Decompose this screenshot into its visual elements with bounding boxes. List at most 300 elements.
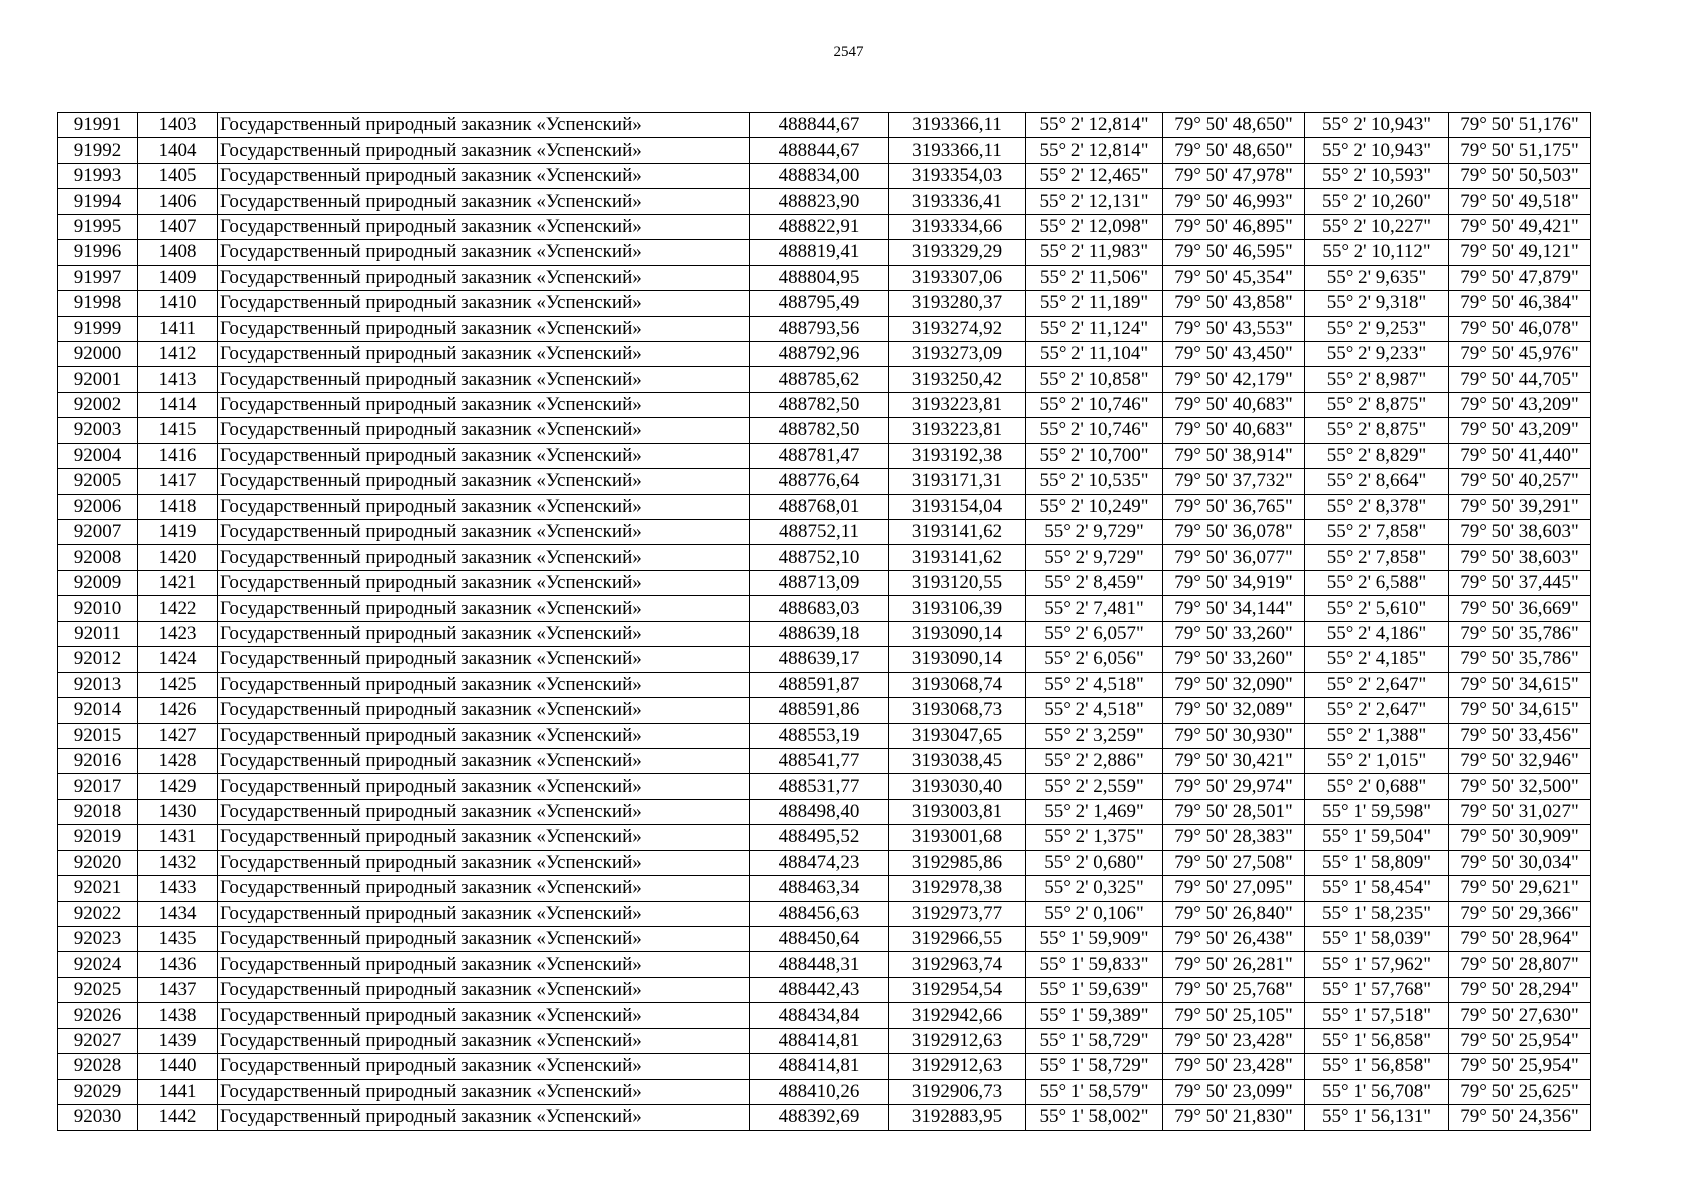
cell-point-number: 1414	[138, 392, 218, 417]
cell-record-id: 91993	[58, 163, 138, 188]
cell-zone-name: Государственный природный заказник «Успенский»	[218, 1079, 750, 1104]
cell-point-number: 1440	[138, 1054, 218, 1079]
cell-coord-x: 488792,96	[750, 341, 889, 366]
cell-record-id: 92011	[58, 621, 138, 646]
cell-latitude-2: 55° 1' 56,858"	[1305, 1054, 1449, 1079]
table-row	[58, 1028, 1591, 1053]
cell-point-number: 1428	[138, 748, 218, 773]
cell-coord-x: 488782,50	[750, 392, 889, 417]
cell-longitude-2: 79° 50' 35,786"	[1449, 647, 1591, 672]
table-row	[58, 748, 1591, 773]
cell-latitude-1: 55° 2' 6,056"	[1026, 647, 1163, 672]
cell-longitude-2: 79° 50' 32,500"	[1449, 774, 1591, 799]
cell-longitude-2: 79° 50' 38,603"	[1449, 545, 1591, 570]
cell-latitude-1: 55° 2' 0,106"	[1026, 901, 1163, 926]
cell-record-id: 92014	[58, 698, 138, 723]
cell-coord-y: 3193106,39	[889, 596, 1026, 621]
cell-record-id: 92004	[58, 443, 138, 468]
cell-coord-x: 488474,23	[750, 850, 889, 875]
table-row	[58, 799, 1591, 824]
cell-coord-x: 488591,86	[750, 698, 889, 723]
table-row	[58, 418, 1591, 443]
cell-longitude-2: 79° 50' 45,976"	[1449, 341, 1591, 366]
cell-zone-name: Государственный природный заказник «Успенский»	[218, 367, 750, 392]
cell-latitude-2: 55° 2' 10,943"	[1305, 138, 1449, 163]
cell-zone-name: Государственный природный заказник «Успенский»	[218, 647, 750, 672]
cell-zone-name: Государственный природный заказник «Успенский»	[218, 494, 750, 519]
cell-longitude-1: 79° 50' 30,930"	[1163, 723, 1305, 748]
cell-record-id: 92010	[58, 596, 138, 621]
cell-point-number: 1403	[138, 113, 218, 138]
cell-zone-name: Государственный природный заказник «Успенский»	[218, 545, 750, 570]
cell-latitude-2: 55° 2' 4,186"	[1305, 621, 1449, 646]
cell-latitude-1: 55° 2' 11,189"	[1026, 291, 1163, 316]
cell-longitude-1: 79° 50' 27,095"	[1163, 876, 1305, 901]
cell-latitude-1: 55° 1' 58,729"	[1026, 1028, 1163, 1053]
cell-latitude-2: 55° 2' 8,875"	[1305, 392, 1449, 417]
cell-coord-x: 488410,26	[750, 1079, 889, 1104]
cell-record-id: 91997	[58, 265, 138, 290]
cell-longitude-1: 79° 50' 36,765"	[1163, 494, 1305, 519]
cell-longitude-2: 79° 50' 51,176"	[1449, 113, 1591, 138]
cell-longitude-1: 79° 50' 38,914"	[1163, 443, 1305, 468]
cell-coord-x: 488414,81	[750, 1028, 889, 1053]
cell-coord-y: 3193047,65	[889, 723, 1026, 748]
cell-longitude-2: 79° 50' 25,954"	[1449, 1054, 1591, 1079]
cell-coord-x: 488434,84	[750, 1003, 889, 1028]
cell-longitude-1: 79° 50' 28,501"	[1163, 799, 1305, 824]
cell-zone-name: Государственный природный заказник «Успенский»	[218, 977, 750, 1002]
table-row	[58, 927, 1591, 952]
cell-longitude-2: 79° 50' 39,291"	[1449, 494, 1591, 519]
cell-point-number: 1438	[138, 1003, 218, 1028]
table-row	[58, 316, 1591, 341]
cell-point-number: 1410	[138, 291, 218, 316]
cell-record-id: 92026	[58, 1003, 138, 1028]
cell-coord-y: 3193154,04	[889, 494, 1026, 519]
table-row	[58, 189, 1591, 214]
cell-coord-y: 3192954,54	[889, 977, 1026, 1002]
cell-zone-name: Государственный природный заказник «Успенский»	[218, 392, 750, 417]
cell-coord-y: 3192883,95	[889, 1105, 1026, 1130]
cell-coord-y: 3193250,42	[889, 367, 1026, 392]
cell-latitude-2: 55° 1' 58,454"	[1305, 876, 1449, 901]
table-row	[58, 1054, 1591, 1079]
cell-record-id: 92006	[58, 494, 138, 519]
cell-coord-x: 488844,67	[750, 113, 889, 138]
cell-longitude-2: 79° 50' 50,503"	[1449, 163, 1591, 188]
cell-latitude-2: 55° 2' 9,635"	[1305, 265, 1449, 290]
cell-coord-x: 488793,56	[750, 316, 889, 341]
cell-record-id: 92001	[58, 367, 138, 392]
cell-record-id: 92003	[58, 418, 138, 443]
cell-latitude-2: 55° 1' 58,809"	[1305, 850, 1449, 875]
cell-latitude-1: 55° 1' 59,909"	[1026, 927, 1163, 952]
cell-longitude-1: 79° 50' 27,508"	[1163, 850, 1305, 875]
cell-coord-y: 3193141,62	[889, 545, 1026, 570]
cell-coord-x: 488781,47	[750, 443, 889, 468]
cell-latitude-2: 55° 2' 10,260"	[1305, 189, 1449, 214]
cell-longitude-1: 79° 50' 46,895"	[1163, 214, 1305, 239]
cell-longitude-1: 79° 50' 33,260"	[1163, 647, 1305, 672]
cell-latitude-2: 55° 2' 10,227"	[1305, 214, 1449, 239]
cell-longitude-2: 79° 50' 35,786"	[1449, 621, 1591, 646]
cell-longitude-1: 79° 50' 25,768"	[1163, 977, 1305, 1002]
cell-latitude-2: 55° 2' 2,647"	[1305, 672, 1449, 697]
cell-zone-name: Государственный природный заказник «Успенский»	[218, 799, 750, 824]
cell-longitude-2: 79° 50' 44,705"	[1449, 367, 1591, 392]
cell-point-number: 1407	[138, 214, 218, 239]
cell-coord-x: 488804,95	[750, 265, 889, 290]
cell-coord-x: 488541,77	[750, 748, 889, 773]
cell-coord-y: 3193090,14	[889, 621, 1026, 646]
cell-longitude-2: 79° 50' 34,615"	[1449, 698, 1591, 723]
cell-coord-y: 3193334,66	[889, 214, 1026, 239]
cell-latitude-2: 55° 1' 57,518"	[1305, 1003, 1449, 1028]
cell-zone-name: Государственный природный заказник «Успенский»	[218, 443, 750, 468]
cell-point-number: 1432	[138, 850, 218, 875]
cell-point-number: 1436	[138, 952, 218, 977]
cell-latitude-1: 55° 1' 58,579"	[1026, 1079, 1163, 1104]
cell-longitude-2: 79° 50' 49,421"	[1449, 214, 1591, 239]
cell-record-id: 92020	[58, 850, 138, 875]
cell-latitude-2: 55° 1' 56,708"	[1305, 1079, 1449, 1104]
cell-record-id: 92002	[58, 392, 138, 417]
cell-coord-x: 488819,41	[750, 240, 889, 265]
cell-record-id: 91998	[58, 291, 138, 316]
cell-latitude-1: 55° 2' 10,746"	[1026, 418, 1163, 443]
cell-latitude-1: 55° 2' 9,729"	[1026, 545, 1163, 570]
cell-coord-x: 488844,67	[750, 138, 889, 163]
cell-latitude-1: 55° 2' 11,506"	[1026, 265, 1163, 290]
cell-longitude-2: 79° 50' 29,366"	[1449, 901, 1591, 926]
cell-zone-name: Государственный природный заказник «Успенский»	[218, 163, 750, 188]
cell-latitude-1: 55° 2' 12,814"	[1026, 138, 1163, 163]
cell-record-id: 91996	[58, 240, 138, 265]
cell-record-id: 92028	[58, 1054, 138, 1079]
cell-latitude-2: 55° 1' 57,962"	[1305, 952, 1449, 977]
cell-longitude-2: 79° 50' 34,615"	[1449, 672, 1591, 697]
cell-point-number: 1422	[138, 596, 218, 621]
cell-point-number: 1442	[138, 1105, 218, 1130]
cell-latitude-2: 55° 2' 10,112"	[1305, 240, 1449, 265]
cell-coord-y: 3192942,66	[889, 1003, 1026, 1028]
cell-longitude-1: 79° 50' 40,683"	[1163, 418, 1305, 443]
table-row	[58, 723, 1591, 748]
cell-coord-y: 3193280,37	[889, 291, 1026, 316]
cell-zone-name: Государственный природный заказник «Успенский»	[218, 138, 750, 163]
table-row	[58, 341, 1591, 366]
cell-zone-name: Государственный природный заказник «Успенский»	[218, 850, 750, 875]
table-row	[58, 1105, 1591, 1130]
cell-latitude-2: 55° 2' 9,233"	[1305, 341, 1449, 366]
cell-latitude-2: 55° 1' 59,504"	[1305, 825, 1449, 850]
cell-coord-x: 488531,77	[750, 774, 889, 799]
cell-longitude-1: 79° 50' 23,428"	[1163, 1028, 1305, 1053]
cell-latitude-1: 55° 2' 3,259"	[1026, 723, 1163, 748]
cell-coord-y: 3193336,41	[889, 189, 1026, 214]
cell-point-number: 1415	[138, 418, 218, 443]
cell-record-id: 91995	[58, 214, 138, 239]
cell-latitude-1: 55° 2' 10,535"	[1026, 469, 1163, 494]
table-row	[58, 774, 1591, 799]
cell-longitude-2: 79° 50' 28,964"	[1449, 927, 1591, 952]
cell-latitude-2: 55° 2' 0,688"	[1305, 774, 1449, 799]
cell-coord-x: 488752,10	[750, 545, 889, 570]
cell-longitude-2: 79° 50' 41,440"	[1449, 443, 1591, 468]
cell-latitude-1: 55° 1' 59,389"	[1026, 1003, 1163, 1028]
cell-zone-name: Государственный природный заказник «Успенский»	[218, 825, 750, 850]
cell-zone-name: Государственный природный заказник «Успенский»	[218, 901, 750, 926]
cell-coord-x: 488822,91	[750, 214, 889, 239]
page-number: 2547	[833, 44, 864, 60]
table-row	[58, 291, 1591, 316]
table-row	[58, 901, 1591, 926]
cell-coord-y: 3192963,74	[889, 952, 1026, 977]
cell-latitude-2: 55° 2' 9,318"	[1305, 291, 1449, 316]
cell-latitude-1: 55° 1' 58,002"	[1026, 1105, 1163, 1130]
cell-point-number: 1405	[138, 163, 218, 188]
cell-coord-x: 488498,40	[750, 799, 889, 824]
cell-latitude-2: 55° 2' 8,664"	[1305, 469, 1449, 494]
cell-latitude-2: 55° 2' 2,647"	[1305, 698, 1449, 723]
cell-record-id: 92015	[58, 723, 138, 748]
cell-record-id: 92030	[58, 1105, 138, 1130]
cell-longitude-2: 79° 50' 28,807"	[1449, 952, 1591, 977]
cell-longitude-2: 79° 50' 49,518"	[1449, 189, 1591, 214]
cell-longitude-2: 79° 50' 40,257"	[1449, 469, 1591, 494]
cell-longitude-1: 79° 50' 25,105"	[1163, 1003, 1305, 1028]
cell-latitude-2: 55° 2' 10,943"	[1305, 113, 1449, 138]
cell-record-id: 91991	[58, 113, 138, 138]
cell-coord-x: 488463,34	[750, 876, 889, 901]
cell-coord-x: 488782,50	[750, 418, 889, 443]
cell-latitude-1: 55° 1' 59,833"	[1026, 952, 1163, 977]
cell-coord-x: 488392,69	[750, 1105, 889, 1130]
cell-record-id: 91994	[58, 189, 138, 214]
cell-coord-y: 3193223,81	[889, 392, 1026, 417]
cell-coord-x: 488553,19	[750, 723, 889, 748]
cell-record-id: 92005	[58, 469, 138, 494]
cell-zone-name: Государственный природный заказник «Успенский»	[218, 469, 750, 494]
cell-coord-x: 488456,63	[750, 901, 889, 926]
cell-latitude-1: 55° 2' 6,057"	[1026, 621, 1163, 646]
cell-coord-y: 3193273,09	[889, 341, 1026, 366]
cell-latitude-1: 55° 2' 11,104"	[1026, 341, 1163, 366]
cell-longitude-1: 79° 50' 30,421"	[1163, 748, 1305, 773]
cell-point-number: 1429	[138, 774, 218, 799]
cell-coord-y: 3193171,31	[889, 469, 1026, 494]
cell-coord-y: 3192973,77	[889, 901, 1026, 926]
cell-longitude-2: 79° 50' 47,879"	[1449, 265, 1591, 290]
cell-longitude-1: 79° 50' 46,993"	[1163, 189, 1305, 214]
cell-point-number: 1441	[138, 1079, 218, 1104]
table-row	[58, 570, 1591, 595]
cell-longitude-1: 79° 50' 32,090"	[1163, 672, 1305, 697]
cell-coord-y: 3193366,11	[889, 113, 1026, 138]
cell-longitude-1: 79° 50' 45,354"	[1163, 265, 1305, 290]
cell-longitude-1: 79° 50' 23,099"	[1163, 1079, 1305, 1104]
table-row	[58, 672, 1591, 697]
cell-latitude-1: 55° 2' 8,459"	[1026, 570, 1163, 595]
cell-zone-name: Государственный природный заказник «Успенский»	[218, 316, 750, 341]
cell-latitude-1: 55° 2' 1,375"	[1026, 825, 1163, 850]
cell-coord-y: 3192966,55	[889, 927, 1026, 952]
cell-zone-name: Государственный природный заказник «Успенский»	[218, 1105, 750, 1130]
cell-point-number: 1411	[138, 316, 218, 341]
cell-record-id: 92029	[58, 1079, 138, 1104]
cell-coord-y: 3193090,14	[889, 647, 1026, 672]
cell-point-number: 1416	[138, 443, 218, 468]
cell-coord-x: 488683,03	[750, 596, 889, 621]
cell-record-id: 92013	[58, 672, 138, 697]
cell-record-id: 92017	[58, 774, 138, 799]
table-row	[58, 469, 1591, 494]
cell-point-number: 1408	[138, 240, 218, 265]
cell-longitude-1: 79° 50' 48,650"	[1163, 113, 1305, 138]
cell-coord-x: 488823,90	[750, 189, 889, 214]
table-row	[58, 163, 1591, 188]
cell-latitude-1: 55° 2' 2,559"	[1026, 774, 1163, 799]
cell-longitude-2: 79° 50' 49,121"	[1449, 240, 1591, 265]
cell-coord-y: 3192912,63	[889, 1054, 1026, 1079]
cell-latitude-1: 55° 2' 10,746"	[1026, 392, 1163, 417]
cell-latitude-1: 55° 2' 12,814"	[1026, 113, 1163, 138]
table-row	[58, 647, 1591, 672]
cell-record-id: 92008	[58, 545, 138, 570]
cell-zone-name: Государственный природный заказник «Успенский»	[218, 952, 750, 977]
cell-coord-y: 3193038,45	[889, 748, 1026, 773]
cell-record-id: 92027	[58, 1028, 138, 1053]
cell-point-number: 1409	[138, 265, 218, 290]
cell-point-number: 1433	[138, 876, 218, 901]
table-row	[58, 850, 1591, 875]
cell-longitude-2: 79° 50' 33,456"	[1449, 723, 1591, 748]
cell-latitude-2: 55° 1' 57,768"	[1305, 977, 1449, 1002]
table-row	[58, 240, 1591, 265]
cell-latitude-1: 55° 2' 0,325"	[1026, 876, 1163, 901]
table-row	[58, 1003, 1591, 1028]
cell-latitude-1: 55° 2' 12,098"	[1026, 214, 1163, 239]
cell-latitude-2: 55° 2' 1,015"	[1305, 748, 1449, 773]
cell-record-id: 91999	[58, 316, 138, 341]
cell-latitude-2: 55° 2' 8,875"	[1305, 418, 1449, 443]
table-row	[58, 952, 1591, 977]
cell-latitude-1: 55° 2' 2,886"	[1026, 748, 1163, 773]
cell-coord-x: 488795,49	[750, 291, 889, 316]
cell-point-number: 1435	[138, 927, 218, 952]
cell-longitude-1: 79° 50' 26,281"	[1163, 952, 1305, 977]
cell-point-number: 1423	[138, 621, 218, 646]
cell-zone-name: Государственный природный заказник «Успенский»	[218, 672, 750, 697]
cell-record-id: 92007	[58, 520, 138, 545]
cell-longitude-2: 79° 50' 27,630"	[1449, 1003, 1591, 1028]
table-row	[58, 825, 1591, 850]
cell-zone-name: Государственный природный заказник «Успенский»	[218, 774, 750, 799]
cell-longitude-1: 79° 50' 42,179"	[1163, 367, 1305, 392]
cell-latitude-1: 55° 2' 10,700"	[1026, 443, 1163, 468]
table-row	[58, 265, 1591, 290]
cell-longitude-1: 79° 50' 36,077"	[1163, 545, 1305, 570]
cell-latitude-2: 55° 2' 7,858"	[1305, 545, 1449, 570]
cell-coord-x: 488785,62	[750, 367, 889, 392]
cell-longitude-1: 79° 50' 26,438"	[1163, 927, 1305, 952]
cell-coord-y: 3193307,06	[889, 265, 1026, 290]
cell-coord-x: 488768,01	[750, 494, 889, 519]
cell-coord-y: 3193329,29	[889, 240, 1026, 265]
cell-coord-x: 488776,64	[750, 469, 889, 494]
cell-zone-name: Государственный природный заказник «Успенский»	[218, 520, 750, 545]
cell-latitude-2: 55° 1' 58,235"	[1305, 901, 1449, 926]
table-row	[58, 443, 1591, 468]
cell-longitude-2: 79° 50' 30,034"	[1449, 850, 1591, 875]
cell-coord-y: 3193274,92	[889, 316, 1026, 341]
cell-coord-x: 488495,52	[750, 825, 889, 850]
table-row	[58, 698, 1591, 723]
cell-latitude-2: 55° 2' 8,829"	[1305, 443, 1449, 468]
coordinates-table	[57, 112, 1591, 1131]
cell-latitude-2: 55° 2' 9,253"	[1305, 316, 1449, 341]
cell-zone-name: Государственный природный заказник «Успенский»	[218, 418, 750, 443]
cell-record-id: 92009	[58, 570, 138, 595]
cell-coord-y: 3193366,11	[889, 138, 1026, 163]
cell-point-number: 1417	[138, 469, 218, 494]
table-row	[58, 520, 1591, 545]
cell-coord-x: 488713,09	[750, 570, 889, 595]
cell-longitude-2: 79° 50' 28,294"	[1449, 977, 1591, 1002]
cell-coord-y: 3193003,81	[889, 799, 1026, 824]
cell-longitude-2: 79° 50' 31,027"	[1449, 799, 1591, 824]
cell-latitude-2: 55° 2' 4,185"	[1305, 647, 1449, 672]
cell-point-number: 1427	[138, 723, 218, 748]
cell-latitude-1: 55° 2' 7,481"	[1026, 596, 1163, 621]
cell-point-number: 1421	[138, 570, 218, 595]
cell-longitude-2: 79° 50' 25,625"	[1449, 1079, 1591, 1104]
cell-coord-x: 488448,31	[750, 952, 889, 977]
cell-longitude-1: 79° 50' 34,919"	[1163, 570, 1305, 595]
cell-point-number: 1430	[138, 799, 218, 824]
cell-latitude-2: 55° 2' 1,388"	[1305, 723, 1449, 748]
cell-zone-name: Государственный природный заказник «Успенский»	[218, 1028, 750, 1053]
cell-latitude-2: 55° 1' 56,858"	[1305, 1028, 1449, 1053]
cell-coord-y: 3193030,40	[889, 774, 1026, 799]
cell-longitude-2: 79° 50' 29,621"	[1449, 876, 1591, 901]
cell-coord-x: 488834,00	[750, 163, 889, 188]
cell-longitude-1: 79° 50' 46,595"	[1163, 240, 1305, 265]
cell-latitude-1: 55° 2' 11,983"	[1026, 240, 1163, 265]
cell-coord-x: 488442,43	[750, 977, 889, 1002]
cell-point-number: 1406	[138, 189, 218, 214]
cell-latitude-2: 55° 2' 8,378"	[1305, 494, 1449, 519]
cell-record-id: 92018	[58, 799, 138, 824]
cell-longitude-1: 79° 50' 43,553"	[1163, 316, 1305, 341]
cell-coord-x: 488752,11	[750, 520, 889, 545]
cell-latitude-1: 55° 2' 1,469"	[1026, 799, 1163, 824]
cell-latitude-1: 55° 2' 4,518"	[1026, 672, 1163, 697]
cell-coord-x: 488414,81	[750, 1054, 889, 1079]
cell-latitude-1: 55° 2' 4,518"	[1026, 698, 1163, 723]
cell-zone-name: Государственный природный заказник «Успенский»	[218, 189, 750, 214]
cell-point-number: 1412	[138, 341, 218, 366]
cell-zone-name: Государственный природный заказник «Успенский»	[218, 113, 750, 138]
cell-point-number: 1431	[138, 825, 218, 850]
cell-longitude-1: 79° 50' 23,428"	[1163, 1054, 1305, 1079]
cell-record-id: 92024	[58, 952, 138, 977]
table-row	[58, 113, 1591, 138]
cell-longitude-2: 79° 50' 43,209"	[1449, 392, 1591, 417]
table-row	[58, 545, 1591, 570]
cell-zone-name: Государственный природный заказник «Успенский»	[218, 570, 750, 595]
